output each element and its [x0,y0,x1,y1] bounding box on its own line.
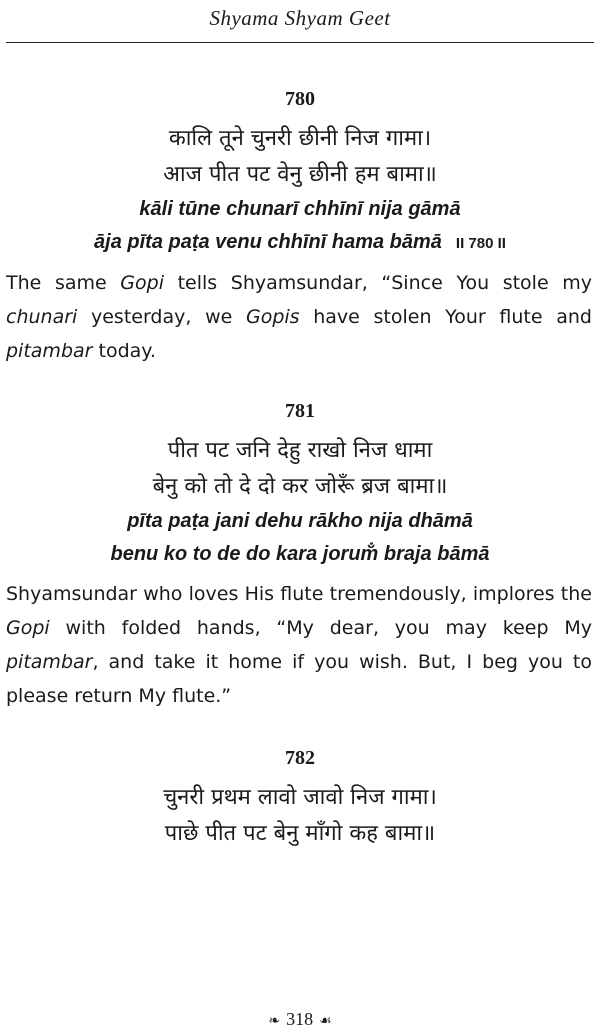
ornament-left-icon: ❧ [268,1014,281,1029]
ornament-right-icon: ☙ [319,1014,332,1029]
commentary-paragraph: Shyamsundar who loves His flute tremendously, implores the Gopi with folded hands, “My dear, you may keep My pitambar, and take it home if you wish. But, I beg you to please return My flute.” [6,583,592,707]
transliteration-line [0,226,600,260]
devanagari-line: पाछे पीत पट बेनु माँगो कह बामा॥ [164,821,436,846]
verse-number: 780 [285,88,315,110]
devanagari-line: आज पीत पट वेनु छीनी हम बामा॥ [163,162,437,187]
transliteration-line: kāli tūne chunarī chhīnī nija gāmā [139,198,461,220]
header-rule [6,42,594,43]
devanagari-line: कालि तूने चुनरी छीनी निज गामा। [168,126,432,151]
commentary-paragraph: The same Gopi tells Shyamsundar, “Since You stole my chunari yesterday, we Gopis have stolen Your flute and pitambar today. [6,272,593,362]
verse-number: 781 [285,400,315,422]
verse-reference: II 780 II [455,235,506,252]
page-footer [0,1009,600,1030]
transliteration-line: pīta paṭa jani dehu rākho nija dhāmā [127,510,473,532]
page-number: 318 [286,1009,314,1029]
devanagari-line: बेनु को तो दे दो कर जोरूँ ब्रज बामा॥ [152,474,448,499]
transliteration-line: benu ko to de do kara jorum̐ braja bāmā [110,543,490,565]
devanagari-line: पीत पट जनि देहु राखो निज धामा [167,438,433,463]
verse-number: 782 [285,747,315,769]
transliteration-text: āja pīta paṭa venu chhīnī hama bāmā [94,231,442,253]
devanagari-line: चुनरी प्रथम लावो जावो निज गामा। [163,785,437,810]
running-header: Shyama Shyam Geet [209,6,391,30]
